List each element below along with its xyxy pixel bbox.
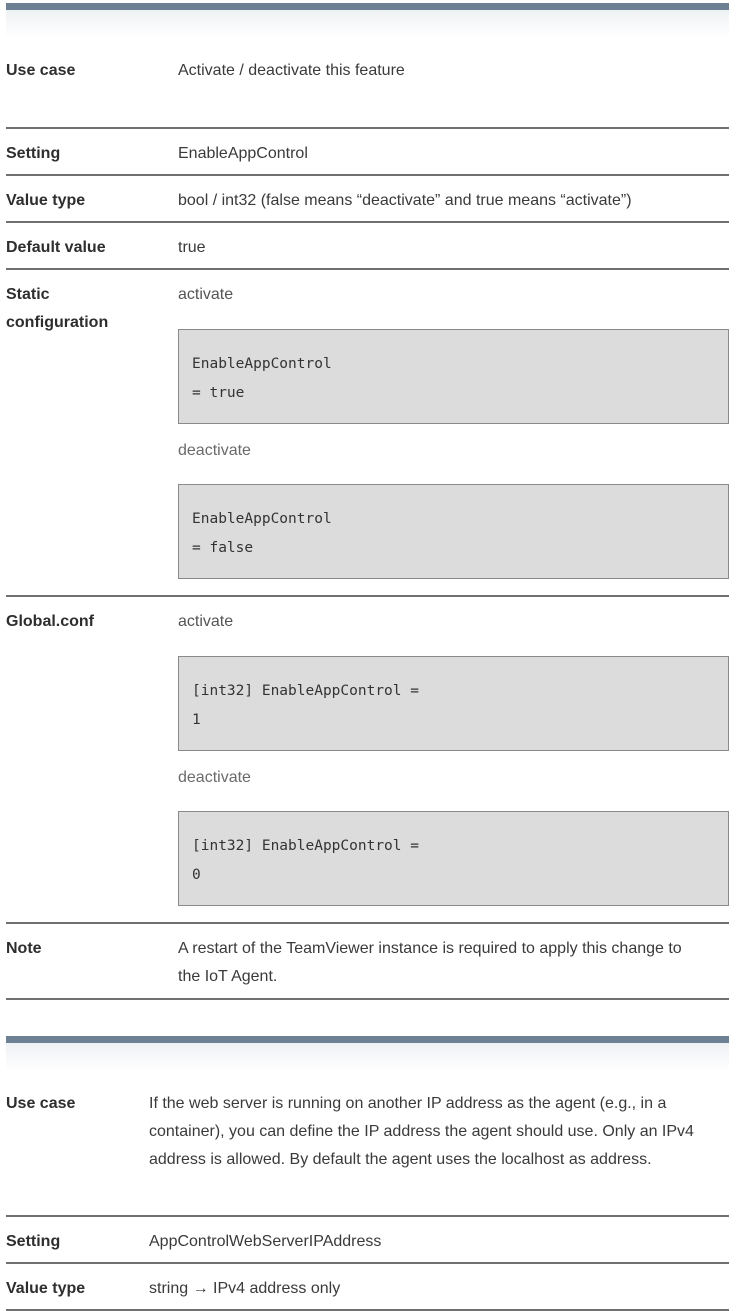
row-value [178,608,729,922]
table-row-global-conf [6,597,729,924]
code-line: 0 [192,866,201,883]
table-row-static-configuration [6,270,729,597]
table-row-use-case [6,1071,729,1217]
row-value: Activate / deactivate this feature [178,62,405,79]
code-line: = false [192,539,254,556]
table-row-setting [6,1217,729,1264]
code-block-deactivate[interactable] [178,811,729,906]
row-value-line: container), you can define the IP address the agent should use. Only an IPv4 [149,1123,694,1140]
row-value-line: If the web server is running on another IP address as the agent (e.g., in a [149,1095,667,1112]
code-line: = true [192,384,245,401]
row-label-line: configuration [6,314,109,331]
code-line: 1 [192,711,201,728]
table-top-fade [6,10,729,38]
row-value-line: A restart of the TeamViewer instance is required to apply this change to [178,940,682,957]
table-row-note [6,924,729,1000]
table-top-bar [6,1036,729,1043]
row-label: Setting [6,145,61,162]
row-label: Use case [6,1095,76,1112]
row-value: string → IPv4 address only [149,1280,341,1297]
row-label: Setting [6,1233,61,1250]
settings-table-app-control-web-server-ip [6,1036,729,1311]
row-value [178,935,729,998]
code-line: [int32] EnableAppControl = [192,838,419,854]
code-line: [int32] EnableAppControl = [192,683,419,699]
table-row-setting [6,129,729,176]
row-label: Note [6,940,42,957]
row-value [178,281,729,595]
row-value [149,1090,729,1215]
activate-label: activate [178,286,234,303]
row-label: Value type [6,192,86,209]
deactivate-label: deactivate [178,769,251,786]
row-value-line: address is allowed. By default the agent uses the localhost as address. [149,1151,652,1168]
table-top-fade [6,1043,729,1071]
code-block-activate[interactable] [178,656,729,751]
table-row-value-type [6,176,729,223]
row-label: Global.conf [6,613,94,630]
row-label: Default value [6,239,106,256]
row-label: Value type [6,1280,86,1297]
table-row-use-case [6,38,729,129]
table-row-value-type [6,1264,729,1311]
table-top-bar [6,3,729,10]
settings-table-enable-app-control [6,3,729,1000]
row-label [6,281,178,595]
code-block-deactivate[interactable] [178,484,729,579]
code-line: EnableAppControl [192,356,332,372]
row-label-line: Static [6,286,50,303]
code-line: EnableAppControl [192,511,332,527]
row-value: true [178,239,206,256]
code-block-activate[interactable] [178,329,729,424]
row-value: bool / int32 (false means “deactivate” and true means “activate”) [178,192,632,209]
row-value: EnableAppControl [178,145,308,162]
deactivate-label: deactivate [178,442,251,459]
table-row-default-value [6,223,729,270]
row-label: Use case [6,62,76,79]
row-value-line: the IoT Agent. [178,968,278,985]
row-value: AppControlWebServerIPAddress [149,1233,382,1250]
activate-label: activate [178,613,234,630]
